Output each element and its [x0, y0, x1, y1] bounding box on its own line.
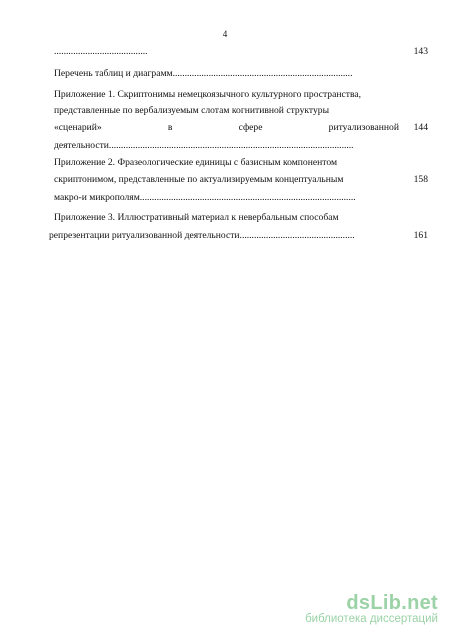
toc-word: сфере [238, 122, 263, 133]
toc-line: Приложение 1. Скриптонимы немецкоязычного культурного пространства, [54, 89, 362, 100]
toc-line: Приложение 2. Фразеологические единицы с базисным компонентом [54, 157, 338, 168]
toc-word: «сценарий» [54, 122, 102, 133]
toc-line: Приложение 3. Иллюстративный материал к невербальным способам [54, 212, 339, 223]
watermark-logo: dsLib.net [346, 592, 438, 614]
toc-line: ....................................... [54, 46, 148, 57]
watermark-subtitle: библиотека диссертаций [305, 613, 438, 625]
toc-page-number: 161 [413, 230, 428, 241]
toc-line: представленные по вербализуемым слотам когнитивной структуры [54, 105, 330, 116]
toc-line: макро-и микрополям.......................................................................................... [54, 192, 356, 203]
toc-word: ритуализованной [328, 122, 399, 133]
toc-line-justified [54, 122, 399, 134]
toc-line: скриптонимом, представленные по актуализируемым концептуальным [54, 174, 344, 185]
page-number: 4 [222, 29, 228, 39]
toc-line: репрезентации ритуализованной деятельности................................................ [49, 230, 355, 241]
watermark [305, 592, 438, 625]
toc-word: в [167, 122, 173, 133]
toc-line: деятельности...................................................................................................... [54, 140, 354, 151]
toc-page-number: 143 [413, 46, 428, 57]
toc-page-number: 144 [413, 122, 428, 133]
toc-page-number: 158 [413, 174, 428, 185]
toc-line: Перечень таблиц и диаграмм........................................................................... [54, 68, 353, 79]
